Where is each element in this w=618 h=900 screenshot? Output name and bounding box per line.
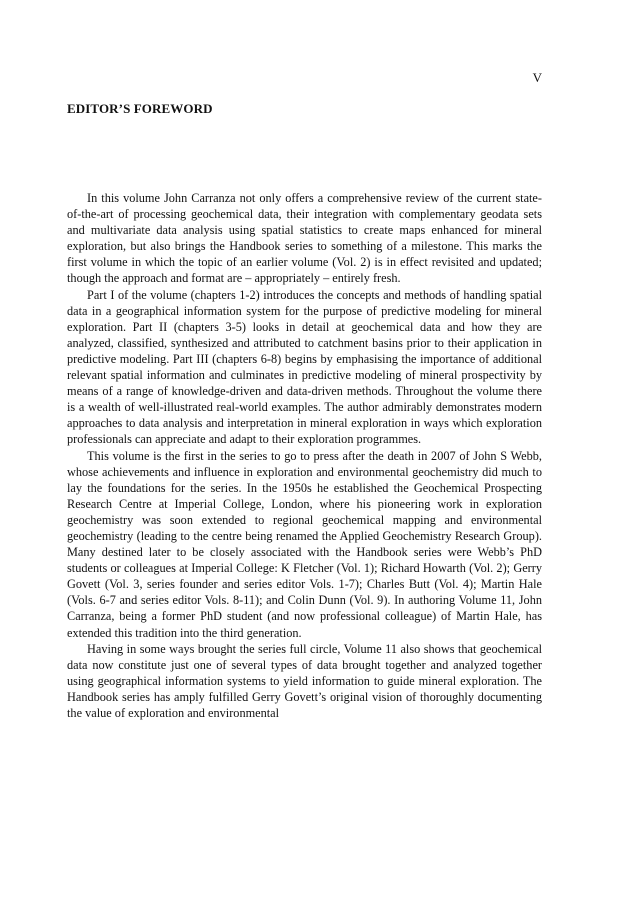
page-heading: EDITOR’S FOREWORD	[67, 101, 213, 116]
paragraph-volume-parts: Part I of the volume (chapters 1-2) introduces the concepts and methods of handling spatial data in a geographical information system for the purpose of predictive modeling for mineral exploration. Part II (chapters 3-5) looks in detail at geochemical data and how they are analyzed, classified, synthesized and attributed to catchment basins prior to their application in predictive modeling. Part III (chapters 6-8) begins by emphasising the importance of additional relevant spatial information and culminates in predictive modeling of mineral prospectivity by means of a range of knowledge-driven and data-driven methods. Throughout the volume there is a wealth of well-illustrated real-world examples. The author admirably demonstrates modern approaches to data analysis and interpretation in mineral exploration in ways which exploration professionals can appreciate and adapt to their exploration programmes.	[67, 287, 542, 447]
foreword-body	[67, 190, 542, 721]
page-number: V	[532, 70, 542, 85]
paragraph-series-circle: Having in some ways brought the series full circle, Volume 11 also shows that geochemical data now constitute just one of several types of data brought together and analyzed together using geographical information systems to yield information to guide mineral exploration. The Handbook series has amply fulfilled Gerry Govett’s original vision of thoroughly documenting the value of exploration and environmental	[67, 641, 542, 720]
paragraph-intro: In this volume John Carranza not only offers a comprehensive review of the current state-of-the-art of processing geochemical data, their integration with complementary geodata sets and multivariate data analysis using spatial statistics to create maps enhanced for mineral exploration, but also brings the Handbook series to something of a milestone. This marks the first volume in which the topic of an earlier volume (Vol. 2) is in effect revisited and updated; though the approach and format are – appropriately – entirely fresh.	[67, 191, 542, 286]
paragraph-john-webb: This volume is the first in the series to go to press after the death in 2007 of John S Webb, whose achievements and influence in exploration and environmental geochemistry did much to lay the foundations for the series. In the 1950s he established the Geochemical Prospecting Research Centre at Imperial College, London, where his pioneering work in exploration geochemistry was soon extended to regional geochemical mapping and environmental geochemistry (leading to the centre being renamed the Applied Geochemistry Research Group). Many destined later to be closely associated with the Handbook series were Webb’s PhD students or colleagues at Imperial College: K Fletcher (Vol. 1); Richard Howarth (Vol. 2); Gerry Govett (Vol. 3, series founder and series editor Vols. 1-7); Charles Butt (Vol. 4); Martin Hale (Vols. 6-7 and series editor Vols. 8-11); and Colin Dunn (Vol. 9). In authoring Volume 11, John Carranza, being a former PhD student (and now professional colleague) of Martin Hale, has extended this tradition into the third generation.	[67, 448, 542, 640]
